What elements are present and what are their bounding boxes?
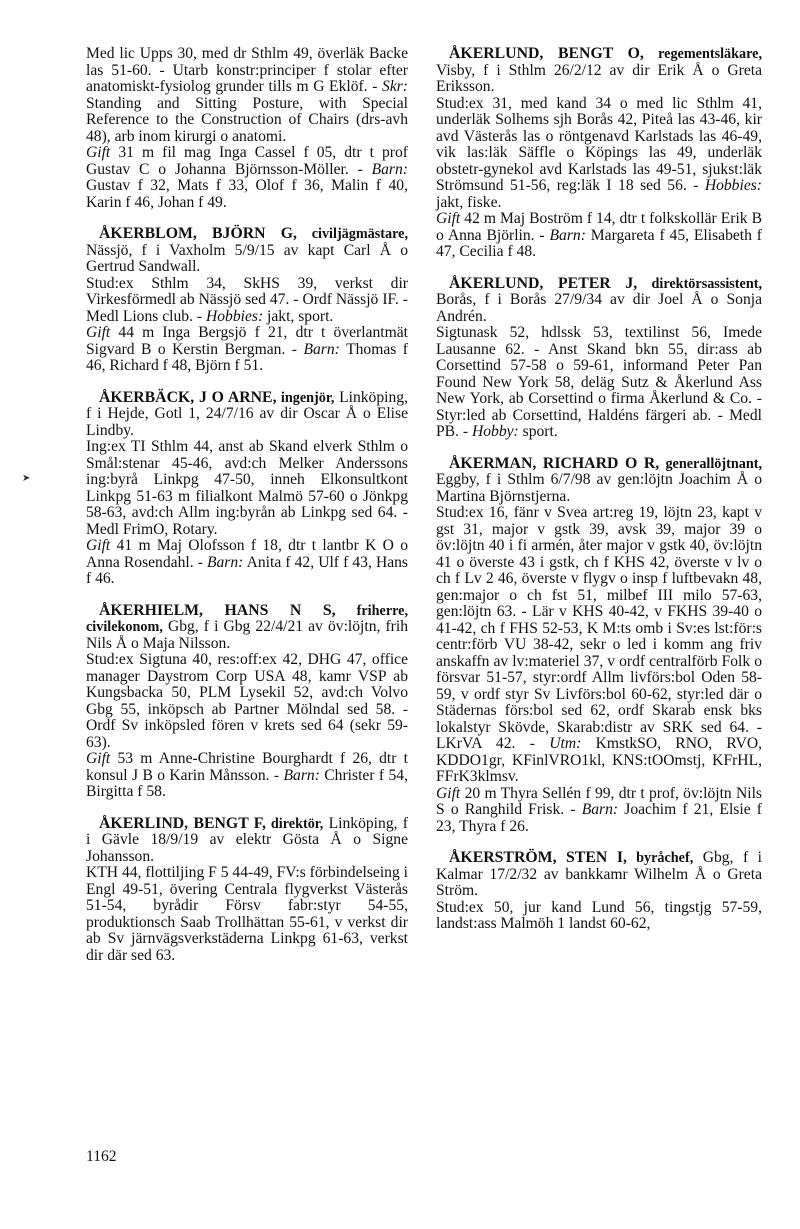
entry-body: Stud:ex Sigtuna 40, res:off:ex 42, DHG 47, office manager Daystrom Corp USA 48, kamr VSP ab Kungsbacka 50, PLM Lysekil 52, avd:ch Volvo Gbg 55, inköpsch ab Partner Mölndal sed 58. - Ordf Sv inköpsled fören v krets sed 64 (sekr 59-63). bbox=[86, 651, 408, 751]
entry-body: Ing:ex TI Sthlm 44, anst ab Skand elverk Sthlm o Smål:stenar 45-46, avd:ch Melker Anderssons ing:byrå Linkpg 47-50, inneh Elkonsultkont Linkpg 51-63 m filialkont Malmö 57-60 o Jönkpg 58-63, avd:ch Allm ing:byrån ab Linkpg sed 64. - Medl FrimO, Rotary. bbox=[86, 438, 408, 538]
entry-body: Stud:ex 31, med kand 34 o med lic Sthlm 41, underläk Solhems sjh Borås 42, Piteå las 43-46, kir avd Västerås las o röntgenavd Karlstads las 46-49, vik las:läk Säffle o Köpings las 49, underläk obstetr-gynekol avd Karlstads las 49-51, sjukst:läk Strömsund 51-56, reg:läk I 18 sed 56. - Hobbies: jakt, fiske. bbox=[436, 94, 762, 211]
entry-continued bbox=[86, 46, 408, 211]
entry-body: Stud:ex 50, jur kand Lund 56, tingstjg 57-59, landst:ass Malmöh 1 landst 60-62, bbox=[436, 898, 762, 932]
entry-family: Gift 20 m Thyra Sellén f 99, dtr t prof, öv:löjtn Nils S o Ranghild Frisk. - Barn: Joachim f 21, Elsie f 23, Thyra f 26. bbox=[436, 784, 762, 835]
entry-akerlind bbox=[86, 816, 408, 965]
entry-family: Gift 53 m Anne-Christine Bourghardt f 26, dtr t konsul J B o Karin Månsson. - Barn: Christer f 54, Birgitta f 58. bbox=[86, 750, 408, 800]
left-column bbox=[86, 46, 408, 979]
right-column bbox=[436, 46, 762, 948]
entry-akerhielm bbox=[86, 603, 408, 801]
entry-akerlund-peter bbox=[436, 276, 762, 441]
entry-akerstrom bbox=[436, 850, 762, 933]
entry-akerback bbox=[86, 390, 408, 588]
entry-family: Gift 41 m Maj Olofsson f 18, dtr t lantbr K O o Anna Rosendahl. - Barn: Anita f 42, Ulf f 43, Hans f 46. bbox=[86, 537, 408, 587]
entry-heading: ÅKERMAN, RICHARD O R, generallöjtnant, Eggby, f i Sthlm 6/7/98 av gen:löjtn Joachim Å o Martina Björnstjerna. bbox=[436, 454, 762, 505]
entry-heading: ÅKERSTRÖM, STEN I, byråchef, Gbg, f i Kalmar 17/2/32 av bankkamr Wilhelm Å o Greta Ström. bbox=[436, 849, 762, 899]
entry-family: Gift 42 m Maj Boström f 14, dtr t folkskollär Erik B o Anna Björlin. - Barn: Margareta f 45, Elisabeth f 47, Cecilia f 48. bbox=[436, 210, 762, 260]
entry-body: Stud:ex 16, fänr v Svea art:reg 19, löjtn 23, kapt v gst 31, major v gstk 39, avsk 39, major 39 o öv:löjtn 40 i fi armén, åter major v gstk 40, öv:löjtn 41 o överste 43 i gstk, ch f KHS 42, överste v lv o ch f Lv 2 46, överste v flygv o insp f luftbevakn 48, gen:major o ch fst 51, milbef III milo 57-63, gen:löjtn 63. - Lär v KHS 40-42, v FKHS 39-40 o 41-42, ch f FHS 52-53, K M:ts omb i Sv:es lst:för:s centr:förb VU 38-42, sekr o led i komm ang friv anskaffn av lv:materiel 37, v ordf centralförb Folk o försvar 51-57, styr:ordf Allm livförs:bol Oden 58-59, v ordf styr Sv Livförs:bol 60-62, styr:led där o Städernas förs:bol sed 62, ordf Skarab ensk bks lokalstyr Skövde, Skarab:distr av SRK sed 64. - LKrVA 42. - Utm: KmstkSO, RNO, RVO, KDDO1gr, KFinlVRO1kl, KNS:tOOmstj, KFrHL, FFrK3klmsv. bbox=[436, 504, 762, 785]
entry-body: KTH 44, flottiljing F 5 44-49, FV:s förbindelseing i Engl 49-51, övering Centrala flygverkst Västerås 51-54, byrådir Försv fabr:styr 54-55, produktionsch Saab Trollhättan 55-61, v verkst dir ab Sv järnvägsverkstäderna Linkpg 61-63, verkst dir där sed 63. bbox=[86, 864, 408, 964]
entry-heading: ÅKERBLOM, BJÖRN G, civiljägmästare, Nässjö, f i Vaxholm 5/9/15 av kapt Carl Å o Gertrud Sandwall. bbox=[86, 225, 408, 275]
entry-family: Gift 31 m fil mag Inga Cassel f 05, dtr t prof Gustav C o Johanna Björnsson-Möller. - Barn: Gustav f 32, Mats f 33, Olof f 36, Malin f 40, Karin f 46, Johan f 49. bbox=[86, 144, 408, 211]
entry-akerlund-bengt bbox=[436, 46, 762, 261]
entry-akerblom bbox=[86, 226, 408, 375]
entry-heading: ÅKERLUND, PETER J, direktörsassistent, Borås, f i Borås 27/9/34 av dir Joel Å o Sonja Andrén. bbox=[436, 274, 762, 325]
entry-family: Gift 44 m Inga Bergsjö f 21, dtr t överlantmät Sigvard B o Kerstin Bergman. - Barn: Thomas f 46, Richard f 48, Björn f 51. bbox=[86, 324, 408, 374]
entry-heading: ÅKERHIELM, HANS N S, friherre, civilekonom, Gbg, f i Gbg 22/4/21 av öv:löjtn, frih Nils Å o Maja Nilsson. bbox=[86, 601, 408, 652]
margin-arrow-mark: ➤ bbox=[22, 473, 31, 484]
page-number: 1162 bbox=[86, 1148, 117, 1165]
entry-body: Sigtunask 52, hdlssk 53, textilinst 56, Imede Lausanne 62. - Anst Skand bkn 55, dir:ass ab Corsettind 57-58 o 59-61, informand Peter Pan Found New York 58, deläg Sutz & Åkerlund Ass New York, ab Corsettind o firma Åkerlund & Co. - Styr:led ab Corsettind, Haldéns färgeri ab. - Medl PB. - Hobby: sport. bbox=[436, 324, 762, 440]
entry-heading: ÅKERLIND, BENGT F, direktör, Linköping, f i Gävle 18/9/19 av elektr Gösta Å o Signe Johansson. bbox=[86, 814, 409, 865]
entry-body: Med lic Upps 30, med dr Sthlm 49, överläk Backe las 51-60. - Utarb konstr:principer f stolar efter anatomiskt-fysiolog grunder tills m G Eklöf. - Skr: Standing and Sitting Posture, with Special Reference to the Construction of Chairs (drs-avh 48), arb inom kirurgi o anatomi. bbox=[86, 45, 408, 145]
entry-heading: ÅKERBÄCK, J O ARNE, ingenjör, Linköping, f i Hejde, Gotl 1, 24/7/16 av dir Oscar Å o Elise Lindby. bbox=[86, 388, 408, 439]
entry-heading: ÅKERLUND, BENGT O, regementsläkare, Visby, f i Sthlm 26/2/12 av dir Erik Å o Greta Eriksson. bbox=[436, 45, 762, 95]
entry-body: Stud:ex Sthlm 34, SkHS 39, verkst dir Virkesförmedl ab Nässjö sed 47. - Ordf Nässjö IF. - Medl Lions club. - Hobbies: jakt, sport. bbox=[86, 274, 408, 325]
entry-akerman bbox=[436, 456, 762, 836]
